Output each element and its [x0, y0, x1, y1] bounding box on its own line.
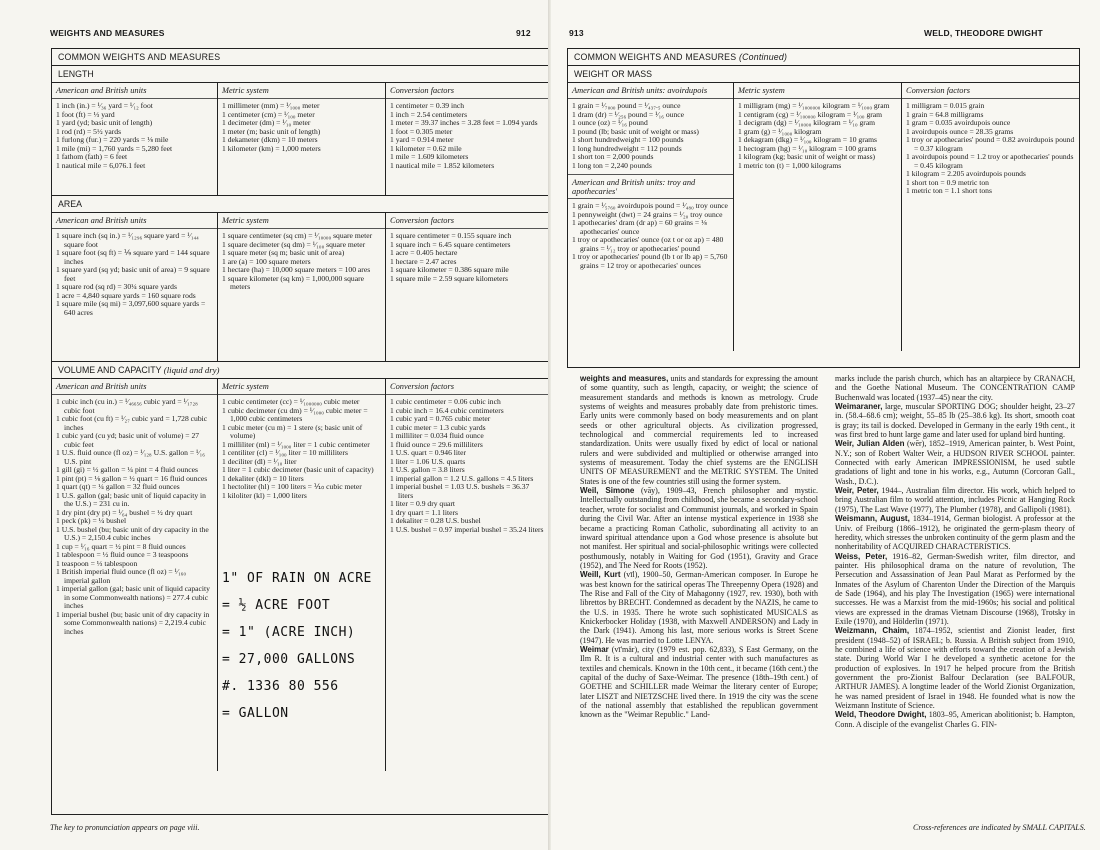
encyclopedia-entry: [835, 486, 1075, 514]
table-entry: 1 centimeter = 0.39 inch: [390, 101, 465, 110]
table-entry: 1 imperial bushel (bu; basic unit of dry capacity in some Commonwealth nations) = 2,219.4 cubic inches: [56, 609, 210, 636]
volume-conversions: [390, 398, 544, 534]
table-entry: 1 U.S. bushel (bu; basic unit of dry capacity in the U.S.) = 2,150.4 cubic inches: [56, 524, 209, 542]
table-entry: 1 mile = 1.609 kilometers: [390, 152, 469, 161]
table-entry: 1 centiliter (cl) = ¹⁄₁₀₀ liter = 10 milliliters: [222, 448, 348, 457]
handwritten-note: [222, 565, 372, 727]
encyclopedia-entry: [835, 626, 1075, 710]
table-entry: 1 centigram (cg) = ¹⁄₁₀₀₀₀₀ kilogram = ¹⁄₁₀₀ gram: [738, 109, 883, 119]
table-entry: 1 dekagram (dkg) = ¹⁄₁₀₀ kilogram = 10 grams: [738, 135, 877, 144]
section-length-title: LENGTH: [52, 66, 548, 83]
entry-text: units and standards for expressing the amount of some quantity, such as length, capacity, or weight; the science of measurement standards and methods is known as metrology. Crude systems of weights and measures probably date from prehistoric times. Early units were commonly based on body measurements and on plant seeds or other agricultural objects. As civilization progressed, technological and commercial requirements led to increased standardization. Units were usually fixed by edict of local or national rulers and were subdivided and multiplied or otherwise arranged into systems of measurement. Today the chief systems are the ENGLISH UNITS OF MEASUREMENT and the METRIC SYSTEM. The United States is one of the few countries still using the former system.: [580, 374, 818, 486]
entry-text: large, muscular SPORTING DOG; shoulder height, 23–27 in. (58.4–68.6 cm); weight, 55–85 lb (25–38.6 kg). Its short, smooth coat is gray; its tail is docked. Developed in Germany in the early 19th cent., it was first bred to hunt large game and later used for upland bird hunting.: [835, 402, 1075, 440]
table-entry: 1 peck (pk) = ¼ bushel: [56, 516, 127, 525]
column-header: American and British units: avoirdupois: [568, 83, 733, 99]
weight-metric-units: [738, 102, 897, 170]
section-weight-title: WEIGHT OR MASS: [568, 66, 1079, 83]
entry-text: 1874–1952, scientist and Zionist leader, first president (1948–52) of ISRAEL; b. Russia. A British subject from 1910, he combined a life of science with efforts toward the creation of a Jewish state. During World War I he developed a synthetic acetone for the production of explosives. In 1917 he helped procure from the British government the pro-Zionist Balfour Declaration (see BALFOUR, ARTHUR JAMES). A longtime leader of the World Zionist Organization, he was named president of Israel in 1948. He founded what is now the Weizmann Institute of Science.: [835, 626, 1075, 711]
table-entry: 1 cubic meter = 1.3 cubic yards: [390, 422, 486, 432]
table-entry: 1 pennyweight (dwt) = 24 grains = ¹⁄₂₀ troy ounce: [572, 209, 723, 219]
table-entry: 1 long ton = 2,240 pounds: [572, 160, 652, 170]
entry-text: 1803–95, American abolitionist; b. Hampton, Conn. A disciple of the evangelist Charles G. FIN-: [835, 710, 1075, 729]
table-entry: 1 U.S. fluid ounce (fl oz) = ¹⁄₁₂₈ U.S. gallon = ¹⁄₁₆ U.S. pint: [56, 448, 205, 466]
table-entry: 1 short hundredweight = 100 pounds: [572, 135, 684, 144]
running-head-left: WEIGHTS AND MEASURES: [50, 28, 165, 38]
table-entry: 1 cubic meter (cu m) = 1 stere (s; basic unit of volume): [222, 422, 363, 440]
entry-headword: Weismann, August,: [835, 514, 910, 524]
table-entry: 1 deciliter (dl) = ¹⁄₁₀ liter: [222, 456, 297, 466]
entry-headword: Weil, Simone: [580, 486, 635, 496]
column-header: American and British units: [52, 213, 217, 229]
table-entry: 1 U.S. bushel = 0.97 imperial bushel = 35.24 liters: [390, 524, 544, 534]
column-header: American and British units: [52, 83, 217, 99]
table-entry: 1 teaspoon = ⅓ tablespoon: [56, 558, 138, 568]
encyclopedia-entry: [580, 374, 818, 486]
table-entry: 1 kilogram = 2.205 avoirdupois pounds: [906, 169, 1026, 178]
table-entry: 1 square inch (sq in.) = ¹⁄₁₂₉₆ square yard = ¹⁄₁₄₄ square foot: [56, 231, 199, 249]
table-entry: 1 decimeter (dm) = ¹⁄₁₀ meter: [222, 118, 311, 127]
table-entry: 1 square foot (sq ft) = ⅑ square yard = 144 square inches: [56, 248, 210, 266]
entry-text: (vīl), 1900–50, German-American composer. In Europe he was best known for the satirical operas The Threepenny Opera (1928) and The Rise and Fall of the City of Mahagonny (1927, rev. 1930), both with librettos by BRECHT. Condemned as decadent by the NAZIS, he came to the U.S. in 1935. There he wrote such sophisticated MUSICALS as Knickerbocker Holiday (1938, with Maxwell ANDERSON) and Lady in the Dark (1941). Among his last, more serious works is Street Scene (1947). He was married to Lotte LENYA.: [580, 570, 819, 645]
column-header: Conversion factors: [902, 83, 1079, 99]
entry-headword: Weld, Theodore Dwight,: [835, 710, 927, 720]
table-entry: 1 cup = ¹⁄₁₆ quart = ½ pint = 8 fluid ounces: [56, 541, 186, 551]
page-number-right: 913: [569, 28, 584, 38]
table-entry: 1 meter (m; basic unit of length): [222, 126, 321, 136]
entry-headword: Weizmann, Chaim,: [835, 626, 910, 636]
volume-title-text: VOLUME AND CAPACITY: [58, 365, 162, 375]
encyclopedia-entry: [835, 402, 1075, 439]
table-entry: 1 nautical mile = 1.852 kilometers: [390, 160, 495, 170]
column-header: Metric system: [218, 379, 385, 395]
table-entry: 1 troy or apothecaries' ounce (oz t or oz ap) = 480 grains = ¹⁄₁₂ troy or apothecaries' pound: [572, 235, 724, 253]
article-column-2: [835, 374, 1075, 729]
area-metric-units: [222, 232, 381, 292]
table-entry: 1 square centimeter (sq cm) = ¹⁄₁₀₀₀₀ square meter: [222, 231, 373, 240]
section-area-title: AREA: [52, 195, 548, 213]
weight-conversions: [906, 102, 1075, 196]
table-entry: 1 square centimeter = 0.155 square inch: [390, 231, 512, 240]
entry-headword: Weill, Kurt: [580, 570, 621, 580]
table-entry: 1 milliliter = 0.034 fluid ounce: [390, 431, 484, 440]
table-entry: 1 U.S. gallon = 3.8 liters: [390, 465, 465, 474]
encyclopedia-entry: [835, 514, 1075, 551]
weight-avoirdupois-units: [572, 102, 729, 170]
table-entry: 1 cubic decimeter (cu dm) = ¹⁄₁₀₀₀ cubic meter = 1,000 cubic centimeters: [222, 405, 368, 423]
table-entry: 1 hectogram (hg) = ¹⁄₁₀ kilogram = 100 grams: [738, 143, 877, 153]
table-entry: 1 metric ton = 1.1 short tons: [906, 186, 992, 195]
entry-text: 1944–, Australian film director. His work, which helped to bring Australian film to world attention, includes Picnic at Hanging Rock (1975), The Last Wave (1977), The Plumber (1978), and Gallipoli (1981).: [835, 486, 1075, 514]
volume-us-units: [56, 398, 213, 636]
table-entry: 1 dekaliter (dkl) = 10 liters: [222, 473, 304, 483]
table-entry: 1 avoirdupois pound = 1.2 troy or apothecaries' pounds = 0.45 kilogram: [906, 152, 1074, 170]
table-entry: 1 cubic inch = 16.4 cubic centimeters: [390, 405, 504, 415]
table-entry: 1 rod (rd) = 5½ yards: [56, 126, 122, 136]
table-entry: 1 milliliter (ml) = ¹⁄₁₀₀₀ liter = 1 cubic centimeter: [222, 439, 370, 449]
table-entry: 1 grain = ¹⁄₅₇₆₀ avoirdupois pound = ¹⁄₄₈₀ troy ounce: [572, 201, 728, 210]
table-entry: 1 long hundredweight = 112 pounds: [572, 143, 682, 153]
table-entry: 1 mile (mi) = 1,760 yards = 5,280 feet: [56, 143, 173, 153]
entry-text: marks include the parish church, which has an altarpiece by CRANACH, and the Goethe National Museum. The CONCENTRATION CAMP Buchenwald was located (1937–45) near the city.: [835, 374, 1075, 402]
entry-headword: Weimar: [580, 644, 609, 654]
table-title-continued: [568, 49, 1079, 66]
column-header: Conversion factors: [386, 379, 548, 395]
entry-text: 1916–82, German-Swedish writer, film director, and painter. His philosophical drama on the nature of revolution, The Persecution and Assassination of Jean Paul Marat as Performed by the Inmates of the Asylum of Charenton Under the Direction of the Marquis de Sade (1964), and his play The Investigation (1965) were international successes. He was a Marxist from the mid-1960s; his social and political views are expressed in the dramas Vietnam Discourse (1968), Trotsky in Exile (1970), and Hölderlin (1971).: [835, 551, 1075, 626]
encyclopedia-entry: [580, 645, 818, 720]
table-entry: 1 fathom (fath) = 6 feet: [56, 152, 128, 161]
encyclopedia-entry: [835, 552, 1075, 627]
length-conversions: [390, 102, 544, 170]
handwritten-line: = 1" (ACRE INCH): [222, 625, 356, 640]
encyclopedia-entry: [835, 710, 1075, 729]
table-entry: 1 milligram = 0.015 grain: [906, 101, 985, 110]
table-entry: 1 dram (dr) = ¹⁄₂₅₆ pound = ¹⁄₁₆ ounce: [572, 109, 684, 119]
table-entry: 1 dry quart = 1.1 liters: [390, 507, 458, 517]
table-entry: 1 square decimeter (sq dm) = ¹⁄₁₀₀ square meter: [222, 239, 366, 249]
table-entry: 1 acre = 0.405 hectare: [390, 248, 458, 257]
table-entry: 1 U.S. quart = 0.946 liter: [390, 448, 466, 457]
table-entry: 1 are (a) = 100 square meters: [222, 256, 311, 266]
volume-grid: [52, 379, 548, 771]
table-entry: 1 ounce (oz) = ¹⁄₁₆ pound: [572, 118, 648, 127]
table-entry: 1 decigram (dg) = ¹⁄₁₀₀₀₀ kilogram = ¹⁄₁₀ gram: [738, 118, 876, 127]
table-entry: 1 imperial gallon = 1.2 U.S. gallons = 4.5 liters: [390, 473, 534, 483]
column-header: Metric system: [734, 83, 901, 99]
area-us-units: [56, 232, 213, 317]
table-entry: 1 gram (g) = ¹⁄₁₀₀₀ kilogram: [738, 126, 822, 136]
table-entry: 1 grain = ¹⁄₇₀₀₀ pound = ¹⁄₄₃₇.₅ ounce: [572, 101, 681, 110]
table-entry: 1 liter = 1 cubic decimeter (basic unit of capacity): [222, 465, 374, 474]
table-title-text: COMMON WEIGHTS AND MEASURES: [574, 52, 737, 62]
table-entry: 1 imperial gallon (gal; basic unit of liquid capacity in some Commonwealth nations) = 277.4 cubic inches: [56, 584, 210, 610]
table-entry: 1 British imperial fluid ounce (fl oz) = ¹⁄₁₆₀ imperial gallon: [56, 567, 187, 585]
handwritten-line: #. 1336 80 556: [222, 679, 339, 694]
entry-text: 1834–1914, German biologist. A professor at the Univ. of Freiburg (1866–1912), he originated the germ-plasm theory of heredity, which stresses the unbroken continuity of the germ plasm and the nonheritability of ACQUIRED CHARACTERISTICS.: [835, 514, 1075, 552]
table-entry: 1 foot = 0.305 meter: [390, 126, 453, 136]
table-entry: 1 dry pint (dry pt) = ¹⁄₆₄ bushel = ½ dry quart: [56, 507, 193, 517]
weights-table-right: [567, 48, 1080, 368]
table-entry: 1 cubic centimeter = 0.06 cubic inch: [390, 397, 501, 406]
table-entry: 1 inch (in.) = ¹⁄₃₆ yard = ¹⁄₁₂ foot: [56, 101, 153, 110]
encyclopedia-entry: [580, 570, 818, 645]
table-entry: 1 quart (qt) = ¼ gallon = 32 fluid ounces: [56, 482, 180, 491]
column-header: Conversion factors: [386, 83, 548, 99]
table-entry: 1 gill (gi) = ½ gallon = ¼ pint = 4 fluid ounces: [56, 465, 198, 474]
handwritten-line: = ½ ACRE FOOT: [222, 598, 331, 613]
table-entry: 1 milligram (mg) = ¹⁄₁₀₀₀₀₀₀ kilogram = ¹⁄₁₀₀₀ gram: [738, 101, 890, 110]
footer-right: Cross-references are indicated by SMALL CAPITALS.: [913, 823, 1086, 832]
encyclopedia-entry: [835, 439, 1075, 486]
column-header: Conversion factors: [386, 213, 548, 229]
volume-title-italic: (liquid and dry): [163, 365, 220, 375]
entry-text: (vāy), 1909–43, French philosopher and mystic. Intellectually outstanding from childhood, she became a secondary-school teacher, wrote for socialist and Communist journals, and worked in Spain during the Civil War. After an intense mystical experience in 1938 she became a practicing Roman Catholic, subordinating all activity to an inward spiritual attendance upon a God whose presence is absolute but not manifest. Her spiritual and social-philosophic writings were collected posthumously, notably in Waiting for God (1951), Gravity and Grace (1952), and The Need for Roots (1952).: [580, 486, 819, 570]
table-entry: 1 meter = 39.37 inches = 3.28 feet = 1.094 yards: [390, 118, 538, 127]
article-column-1: [580, 374, 818, 720]
length-us-units: [56, 102, 213, 170]
table-entry: 1 liter = 1.06 U.S. quarts: [390, 456, 466, 466]
table-entry: 1 square meter (sq m; basic unit of area): [222, 248, 345, 257]
table-entry: 1 yard = 0.914 meter: [390, 135, 454, 144]
footer-left: The key to pronunciation appears on page viii.: [50, 823, 200, 832]
table-title-italic: (Continued): [738, 52, 788, 62]
area-grid: [52, 213, 548, 361]
entry-headword: Weir, Peter,: [835, 486, 879, 496]
table-entry: 1 liter = 0.9 dry quart: [390, 499, 456, 508]
weight-grid: [568, 83, 1079, 351]
weight-troy-units: [572, 202, 729, 270]
running-head-right: WELD, THEODORE DWIGHT: [924, 28, 1043, 38]
table-entry: 1 kilometer = 0.62 mile: [390, 143, 462, 153]
table-entry: 1 cubic centimeter (cc) = ¹⁄₁₀₀₀₀₀₀ cubic meter: [222, 397, 360, 406]
table-entry: 1 square inch = 6.45 square centimeters: [390, 239, 511, 249]
table-entry: 1 hectoliter (hl) = 100 liters = ⅒ cubic meter: [222, 482, 362, 491]
entry-text: (wēr), 1852–1919, American painter, b. West Point, N.Y.; son of Robert Walter Weir, a HUDSON RIVER SCHOOL painter. Connected with early American IMPRESSIONISM, he used subtle gradations of light and tone in his works, e.g., Autumn (Corcoran Gall., Wash., D.C.).: [835, 439, 1075, 486]
column-header: American and British units: [52, 379, 217, 395]
encyclopedia-entry: [835, 374, 1075, 402]
section-volume-title: [52, 361, 548, 379]
table-entry: 1 apothecaries' dram (dr ap) = 60 grains = ⅛ apothecaries' ounce: [572, 218, 707, 236]
table-entry: 1 nautical mile = 6,076.1 feet: [56, 160, 146, 170]
table-entry: 1 cubic foot (cu ft) = ¹⁄₂₇ cubic yard = 1,728 cubic inches: [56, 414, 208, 432]
encyclopedia-entry: [580, 486, 818, 570]
table-entry: 1 yard (yd; basic unit of length): [56, 118, 153, 127]
table-entry: 1 hectare (ha) = 10,000 square meters = 100 ares: [222, 265, 371, 274]
table-entry: 1 square yard (sq yd; basic unit of area) = 9 square feet: [56, 265, 210, 283]
table-entry: 1 acre = 4,840 square yards = 160 square rods: [56, 290, 196, 300]
entry-text: (vī'mär), city (1979 est. pop. 62,833), S East Germany, on the Ilm R. It is a cultural and industrial center with such manufactures as textiles and chemicals. Known in the 10th cent., it became (16th cent.) the capital of the duchy of Saxe-Weimar. The presence (18th–19th cent.) of GOETHE and SCHILLER made Weimar the literary center of Europe; later LISZT and NIETZSCHE lived there. In 1919 the city was the scene of the national assembly that established the republican government known as the "Weimar Republic." Land-: [580, 644, 818, 720]
table-entry: 1 short ton = 2,000 pounds: [572, 152, 654, 161]
table-entry: 1 square kilometer (sq km) = 1,000,000 square meters: [222, 273, 364, 291]
table-entry: 1 square rod (sq rd) = 30¼ square yards: [56, 282, 177, 291]
table-entry: 1 square mile = 2.59 square kilometers: [390, 273, 508, 283]
table-entry: 1 kilogram (kg; basic unit of weight or mass): [738, 152, 876, 161]
entry-headword: Weimaraner,: [835, 402, 883, 412]
entry-headword: Weir, Julian Alden: [835, 439, 905, 449]
right-page: [551, 0, 1100, 850]
handwritten-line: = GALLON: [222, 706, 289, 721]
table-entry: 1 dekameter (dkm) = 10 meters: [222, 135, 318, 144]
volume-metric-units: [222, 398, 381, 500]
table-entry: 1 kilometer (km) = 1,000 meters: [222, 143, 321, 153]
table-entry: 1 cubic yard = 0.765 cubic meter: [390, 414, 491, 423]
table-entry: 1 tablespoon = ½ fluid ounce = 3 teaspoons: [56, 550, 189, 559]
page-number-left: 912: [516, 28, 531, 38]
weights-table-left: [51, 48, 549, 815]
table-entry: 1 gram = 0.035 avoirdupois ounce: [906, 118, 1011, 127]
column-header: Metric system: [218, 83, 385, 99]
table-entry: 1 U.S. gallon (gal; basic unit of liquid capacity in the U.S.) = 231 cu in.: [56, 490, 206, 508]
table-entry: 1 pound (lb; basic unit of weight or mass): [572, 126, 699, 136]
column-header: Metric system: [218, 213, 385, 229]
length-metric-units: [222, 102, 381, 153]
table-entry: 1 dekaliter = 0.28 U.S. bushel: [390, 516, 481, 525]
handwritten-line: = 27,000 GALLONS: [222, 652, 356, 667]
table-entry: 1 square mile (sq mi) = 3,097,600 square yards = 640 acres: [56, 299, 206, 317]
table-entry: 1 fluid ounce = 29.6 milliliters: [390, 439, 483, 449]
area-conversions: [390, 232, 544, 283]
handwritten-line: 1" OF RAIN ON ACRE: [222, 571, 372, 586]
table-title: COMMON WEIGHTS AND MEASURES: [52, 49, 548, 66]
table-entry: 1 cubic yard (cu yd; basic unit of volume) = 27 cubic feet: [56, 431, 200, 449]
table-entry: 1 square kilometer = 0.386 square mile: [390, 265, 509, 274]
entry-headword: weights and measures,: [580, 374, 669, 383]
table-entry: 1 short ton = 0.9 metric ton: [906, 177, 989, 187]
table-entry: 1 millimeter (mm) = ¹⁄₁₀₀₀ meter: [222, 101, 320, 110]
table-entry: 1 inch = 2.54 centimeters: [390, 109, 468, 119]
table-entry: 1 furlong (fur.) = 220 yards = ⅛ mile: [56, 135, 169, 144]
table-entry: 1 metric ton (t) = 1,000 kilograms: [738, 160, 842, 170]
table-entry: 1 troy or apothecaries' pound (lb t or lb ap) = 5,760 grains = 12 troy or apothecaries' ounces: [572, 252, 728, 270]
table-entry: 1 avoirdupois ounce = 28.35 grams: [906, 126, 1014, 136]
table-entry: 1 troy or apothecaries' pound = 0.82 avoirdupois pound = 0.37 kilogram: [906, 135, 1075, 153]
table-entry: 1 imperial bushel = 1.03 U.S. bushels = 36.37 liters: [390, 482, 530, 500]
table-entry: 1 centimeter (cm) = ¹⁄₁₀₀ meter: [222, 109, 315, 119]
length-grid: [52, 83, 548, 195]
entry-headword: Weiss, Peter,: [835, 551, 888, 561]
table-entry: 1 grain = 64.8 milligrams: [906, 109, 984, 119]
table-entry: 1 foot (ft) = ⅓ yard: [56, 109, 115, 119]
table-entry: 1 hectare = 2.47 acres: [390, 256, 457, 266]
table-entry: 1 kiloliter (kl) = 1,000 liters: [222, 490, 307, 500]
table-entry: 1 pint (pt) = ⅛ gallon = ½ quart = 16 fluid ounces: [56, 473, 208, 483]
table-entry: 1 cubic inch (cu in.) = ¹⁄₄₆₆₅₆ cubic yard = ¹⁄₁₇₂₈ cubic foot: [56, 397, 198, 415]
troy-subhead: American and British units: troy and apothecaries': [568, 174, 733, 199]
